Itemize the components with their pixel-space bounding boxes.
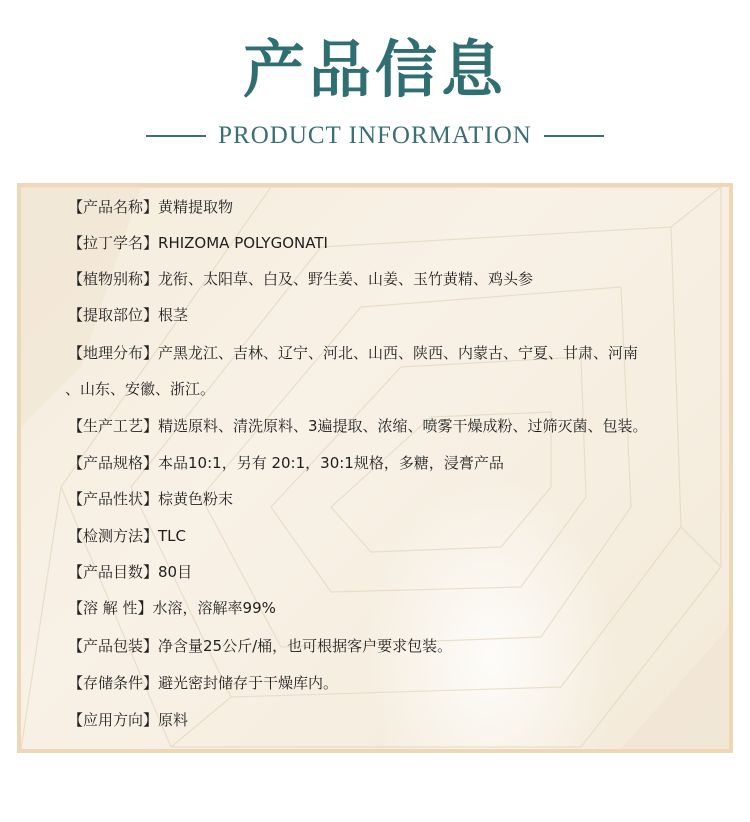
row-label: 【存储条件】 [68,674,159,692]
row-value: 产黑龙江、吉林、辽宁、河北、山西、陕西、内蒙古、宁夏、甘肃、河南 [158,344,639,362]
row-label: 【植物别称】 [68,270,159,288]
info-row-alias [68,269,533,289]
row-label: 【产品性状】 [68,490,159,508]
info-row-mesh [68,562,192,582]
page-title: 产品信息 [242,33,507,106]
row-value: 本品10:1，另有 20:1，30:1规格，多糖，浸膏产品 [158,454,504,472]
info-row-test-method [68,526,186,546]
row-label: 【检测方法】 [68,527,159,545]
info-row-spec [68,453,504,473]
row-label: 【产品包装】 [68,637,159,655]
row-label: 【产品规格】 [68,454,159,472]
row-value: 水溶，溶解率99% [152,599,276,617]
row-value: 80目 [158,563,193,581]
page-subtitle: PRODUCT INFORMATION [218,122,532,149]
left-rule [146,135,206,137]
row-label: 【应用方向】 [68,711,159,729]
row-label: 【提取部位】 [68,306,159,324]
info-panel [17,183,733,753]
info-row-part [68,305,188,325]
right-rule [544,135,604,137]
row-value: 避光密封储存于干燥库内。 [158,674,339,692]
row-value: 原料 [158,711,189,729]
row-label: 【地理分布】 [68,344,159,362]
info-rows [21,187,729,749]
subtitle-bar [0,122,750,150]
info-row-name [68,197,233,217]
info-row-latin [68,233,328,253]
row-label: 【溶 解 性】 [68,599,153,617]
row-label: 【生产工艺】 [68,417,159,435]
row-value: 精选原料、清洗原料、3遍提取、浓缩、喷雾干燥成粉、过筛灭菌、包装。 [158,417,648,435]
info-row-distribution-cont [65,379,215,399]
info-row-distribution [68,343,638,363]
row-value: 棕黄色粉末 [158,490,234,508]
row-value: TLC [158,527,187,545]
info-row-appearance [68,489,233,509]
row-label: 【产品名称】 [68,198,159,216]
info-row-solubility [68,598,276,618]
row-value: 龙衔、太阳草、白及、野生姜、山姜、玉竹黄精、鸡头参 [158,270,534,288]
row-value: RHIZOMA POLYGONATI [158,234,328,252]
info-row-process [68,416,648,436]
row-value: 、山东、安徽、浙江。 [65,380,216,398]
info-row-application [68,710,188,730]
info-row-storage [68,673,338,693]
info-row-packaging [68,636,452,656]
row-label: 【拉丁学名】 [68,234,159,252]
row-value: 净含量25公斤/桶，也可根据客户要求包装。 [158,637,453,655]
row-label: 【产品目数】 [68,563,159,581]
row-value: 黄精提取物 [158,198,234,216]
row-value: 根茎 [158,306,189,324]
